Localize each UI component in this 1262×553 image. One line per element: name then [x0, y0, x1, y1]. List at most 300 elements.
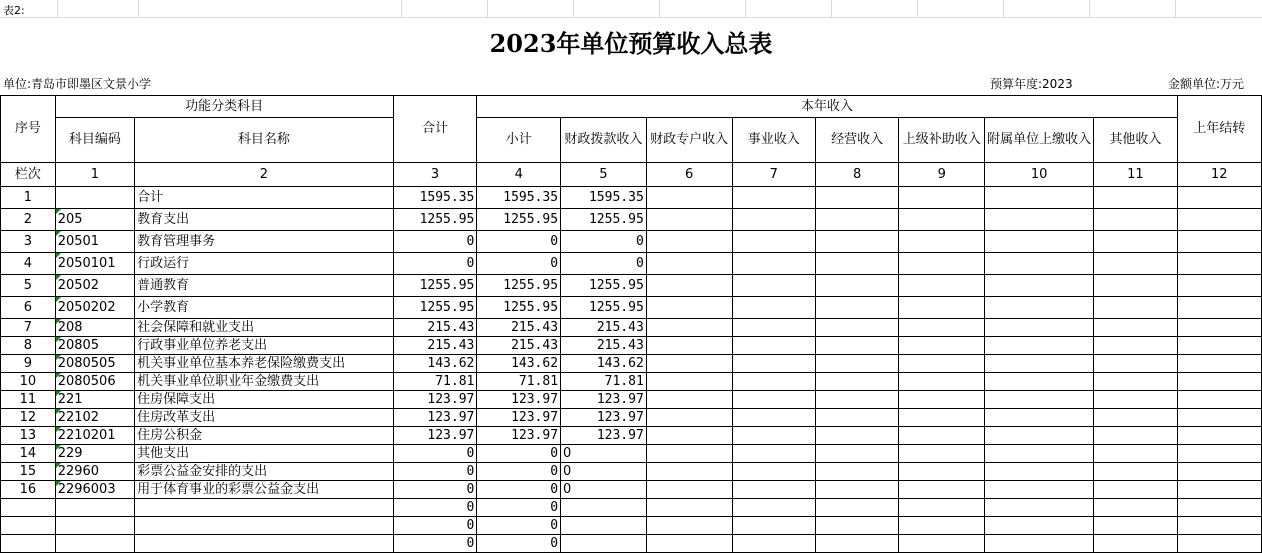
cell-fiscal-special[interactable] [646, 517, 732, 535]
cell-other[interactable] [1094, 517, 1177, 535]
cell-affiliated[interactable] [985, 373, 1094, 391]
cell-superior[interactable] [899, 253, 985, 275]
header-fiscal-special: 财政专户收入 [646, 118, 732, 163]
cell-carryover[interactable] [1177, 187, 1261, 209]
cell-carryover[interactable] [1177, 319, 1261, 337]
cell-carryover[interactable] [1177, 517, 1261, 535]
cell-operating[interactable] [815, 209, 898, 231]
cell-other[interactable] [1094, 355, 1177, 373]
header-carryover: 上年结转 [1177, 96, 1261, 163]
cell-name[interactable]: 小学教育 [135, 297, 394, 319]
cell-fiscal-special[interactable] [646, 463, 732, 481]
cell-code[interactable] [55, 499, 134, 517]
header-business: 事业收入 [732, 118, 815, 163]
cell-affiliated[interactable] [985, 231, 1094, 253]
cell-superior[interactable] [899, 499, 985, 517]
cell-code[interactable] [55, 231, 134, 253]
header-name: 科目名称 [135, 118, 394, 163]
cell-fiscal[interactable]: 1255.95 [561, 297, 647, 319]
cell-name[interactable]: 彩票公益金安排的支出 [135, 463, 394, 481]
cell-fiscal-special[interactable] [646, 427, 732, 445]
cell-operating[interactable] [815, 275, 898, 297]
cell-carryover[interactable] [1177, 337, 1261, 355]
cell-carryover[interactable] [1177, 409, 1261, 427]
cell-code-text: 20501 [57, 233, 100, 249]
cell-other[interactable] [1094, 231, 1177, 253]
cell-business[interactable] [732, 445, 815, 463]
cell-operating[interactable] [815, 391, 898, 409]
cell-business[interactable] [732, 319, 815, 337]
cell-code-text: 22960 [57, 463, 100, 479]
cell-affiliated[interactable] [985, 409, 1094, 427]
cell-other[interactable] [1094, 499, 1177, 517]
cell-total[interactable]: 143.62 [393, 355, 477, 373]
cell-code-text: 2080505 [57, 355, 116, 371]
cell-superior[interactable] [899, 187, 985, 209]
cell-code[interactable] [55, 337, 134, 355]
cell-other[interactable] [1094, 319, 1177, 337]
cell-code[interactable] [55, 319, 134, 337]
cell-other[interactable] [1094, 337, 1177, 355]
cell-name[interactable]: 教育支出 [135, 209, 394, 231]
cell-affiliated[interactable] [985, 253, 1094, 275]
cell-superior[interactable] [899, 481, 985, 499]
cell-business[interactable] [732, 391, 815, 409]
cell-fiscal[interactable]: 215.43 [561, 337, 647, 355]
cell-seq[interactable]: 6 [1, 297, 56, 319]
cell-fiscal[interactable]: 123.97 [561, 391, 647, 409]
cell-code-text: 20805 [57, 337, 100, 353]
cell-superior[interactable] [899, 535, 985, 553]
cell-seq[interactable] [1, 499, 56, 517]
cell-affiliated[interactable] [985, 209, 1094, 231]
cell-fiscal-special[interactable] [646, 337, 732, 355]
cell-operating[interactable] [815, 355, 898, 373]
grid-line [401, 0, 402, 17]
grid-line [573, 0, 574, 17]
cell-name[interactable]: 合计 [135, 187, 394, 209]
cell-code-text: 2296003 [57, 481, 116, 497]
cell-superior[interactable] [899, 391, 985, 409]
cell-business[interactable] [732, 463, 815, 481]
cell-seq[interactable]: 9 [1, 355, 56, 373]
cell-operating[interactable] [815, 319, 898, 337]
cell-total[interactable]: 0 [393, 535, 477, 553]
cell-subtotal[interactable]: 1255.95 [477, 275, 561, 297]
cell-subtotal[interactable]: 1595.35 [477, 187, 561, 209]
cell-business[interactable] [732, 517, 815, 535]
text-number-indicator-icon [56, 209, 61, 214]
grid-line [831, 0, 832, 17]
cell-superior[interactable] [899, 517, 985, 535]
cell-subtotal[interactable]: 0 [477, 499, 561, 517]
cell-fiscal[interactable]: 123.97 [561, 409, 647, 427]
table-body [1, 187, 1262, 553]
column-number: 栏次 [1, 163, 56, 187]
cell-code[interactable] [55, 253, 134, 275]
cell-fiscal[interactable]: 1255.95 [561, 209, 647, 231]
grid-line [917, 0, 918, 17]
cell-code[interactable] [55, 445, 134, 463]
column-number-row [1, 163, 1262, 187]
cell-code[interactable] [55, 517, 134, 535]
cell-name[interactable]: 住房公积金 [135, 427, 394, 445]
cell-fiscal[interactable]: 143.62 [561, 355, 647, 373]
cell-total[interactable]: 1255.95 [393, 297, 477, 319]
cell-seq[interactable]: 11 [1, 391, 56, 409]
cell-operating[interactable] [815, 253, 898, 275]
cell-carryover[interactable] [1177, 209, 1261, 231]
cell-name[interactable]: 行政事业单位养老支出 [135, 337, 394, 355]
cell-other[interactable] [1094, 275, 1177, 297]
cell-operating[interactable] [815, 481, 898, 499]
cell-carryover[interactable] [1177, 373, 1261, 391]
cell-affiliated[interactable] [985, 297, 1094, 319]
cell-seq[interactable]: 8 [1, 337, 56, 355]
cell-subtotal[interactable]: 123.97 [477, 427, 561, 445]
cell-name[interactable]: 行政运行 [135, 253, 394, 275]
text-number-indicator-icon [56, 445, 61, 450]
cell-operating[interactable] [815, 535, 898, 553]
cell-code[interactable] [55, 297, 134, 319]
cell-business[interactable] [732, 355, 815, 373]
cell-code[interactable] [55, 373, 134, 391]
cell-business[interactable] [732, 253, 815, 275]
cell-business[interactable] [732, 499, 815, 517]
cell-total[interactable]: 1595.35 [393, 187, 477, 209]
text-number-indicator-icon [56, 409, 61, 414]
cell-superior[interactable] [899, 409, 985, 427]
cell-business[interactable] [732, 297, 815, 319]
header-fiscal: 财政拨款收入 [561, 118, 647, 163]
cell-subtotal[interactable]: 0 [477, 231, 561, 253]
table-row [1, 337, 1262, 355]
cell-code[interactable] [55, 275, 134, 297]
cell-seq[interactable]: 12 [1, 409, 56, 427]
cell-seq[interactable]: 14 [1, 445, 56, 463]
cell-code-text: 2050202 [57, 299, 116, 315]
cell-superior[interactable] [899, 355, 985, 373]
table-row [1, 463, 1262, 481]
header-affiliated: 附属单位上缴收入 [985, 118, 1094, 163]
cell-fiscal-special[interactable] [646, 187, 732, 209]
cell-seq[interactable]: 4 [1, 253, 56, 275]
cell-fiscal[interactable]: 0 [561, 231, 647, 253]
cell-seq[interactable]: 16 [1, 481, 56, 499]
cell-other[interactable] [1094, 209, 1177, 231]
cell-fiscal[interactable] [561, 499, 647, 517]
cell-name[interactable]: 机关事业单位职业年金缴费支出 [135, 373, 394, 391]
cell-affiliated[interactable] [985, 275, 1094, 297]
cell-name[interactable] [135, 535, 394, 553]
cell-code[interactable] [55, 427, 134, 445]
cell-subtotal[interactable]: 215.43 [477, 319, 561, 337]
cell-name[interactable]: 用于体育事业的彩票公益金支出 [135, 481, 394, 499]
cell-code-text: 2210201 [57, 427, 116, 443]
cell-name[interactable]: 住房改革支出 [135, 409, 394, 427]
cell-fiscal[interactable]: 0 [561, 463, 647, 481]
grid-line [138, 0, 139, 17]
column-number: 9 [899, 163, 985, 187]
cell-business[interactable] [732, 535, 815, 553]
cell-other[interactable] [1094, 481, 1177, 499]
cell-fiscal-special[interactable] [646, 391, 732, 409]
cell-business[interactable] [732, 231, 815, 253]
cell-carryover[interactable] [1177, 391, 1261, 409]
cell-fiscal-special[interactable] [646, 409, 732, 427]
cell-carryover[interactable] [1177, 275, 1261, 297]
cell-superior[interactable] [899, 275, 985, 297]
header-subtotal: 小计 [477, 118, 561, 163]
header-other: 其他收入 [1094, 118, 1177, 163]
cell-seq[interactable]: 15 [1, 463, 56, 481]
cell-carryover[interactable] [1177, 355, 1261, 373]
cell-code-text: 2050101 [57, 255, 116, 271]
cell-seq[interactable]: 10 [1, 373, 56, 391]
cell-subtotal[interactable]: 71.81 [477, 373, 561, 391]
cell-carryover[interactable] [1177, 463, 1261, 481]
cell-fiscal[interactable]: 1595.35 [561, 187, 647, 209]
cell-operating[interactable] [815, 499, 898, 517]
cell-total[interactable]: 0 [393, 517, 477, 535]
cell-subtotal[interactable]: 0 [477, 445, 561, 463]
cell-operating[interactable] [815, 445, 898, 463]
cell-carryover[interactable] [1177, 253, 1261, 275]
budget-year-label: 预算年度:2023 [990, 77, 1073, 91]
cell-other[interactable] [1094, 463, 1177, 481]
cell-business[interactable] [732, 373, 815, 391]
cell-business[interactable] [732, 427, 815, 445]
cell-subtotal[interactable]: 123.97 [477, 391, 561, 409]
header-code: 科目编码 [55, 118, 134, 163]
cell-code[interactable] [55, 209, 134, 231]
cell-subtotal[interactable]: 1255.95 [477, 297, 561, 319]
header-current-income: 本年收入 [477, 96, 1177, 118]
cell-fiscal[interactable] [561, 517, 647, 535]
cell-code-text: 205 [57, 211, 83, 227]
cell-total[interactable]: 1255.95 [393, 209, 477, 231]
cell-fiscal-special[interactable] [646, 445, 732, 463]
cell-code[interactable] [55, 355, 134, 373]
cell-superior[interactable] [899, 373, 985, 391]
cell-business[interactable] [732, 275, 815, 297]
cell-subtotal[interactable]: 0 [477, 481, 561, 499]
header-total: 合计 [393, 96, 477, 163]
column-number: 3 [393, 163, 477, 187]
cell-code[interactable] [55, 187, 134, 209]
cell-affiliated[interactable] [985, 517, 1094, 535]
cell-seq[interactable]: 1 [1, 187, 56, 209]
cell-fiscal[interactable]: 123.97 [561, 427, 647, 445]
cell-operating[interactable] [815, 427, 898, 445]
cell-fiscal-special[interactable] [646, 481, 732, 499]
cell-affiliated[interactable] [985, 355, 1094, 373]
cell-seq[interactable]: 2 [1, 209, 56, 231]
cell-fiscal-special[interactable] [646, 355, 732, 373]
cell-total[interactable]: 123.97 [393, 427, 477, 445]
cell-name[interactable]: 其他支出 [135, 445, 394, 463]
cell-code[interactable] [55, 409, 134, 427]
cell-code[interactable] [55, 535, 134, 553]
table-row [1, 209, 1262, 231]
cell-fiscal-special[interactable] [646, 319, 732, 337]
cell-seq[interactable] [1, 535, 56, 553]
cell-carryover[interactable] [1177, 445, 1261, 463]
cell-fiscal[interactable]: 0 [561, 445, 647, 463]
cell-carryover[interactable] [1177, 427, 1261, 445]
cell-other[interactable] [1094, 297, 1177, 319]
cell-fiscal-special[interactable] [646, 231, 732, 253]
cell-superior[interactable] [899, 231, 985, 253]
cell-total[interactable]: 0 [393, 481, 477, 499]
cell-affiliated[interactable] [985, 481, 1094, 499]
text-number-indicator-icon [56, 463, 61, 468]
cell-other[interactable] [1094, 427, 1177, 445]
cell-subtotal[interactable]: 0 [477, 535, 561, 553]
table-row [1, 481, 1262, 499]
cell-superior[interactable] [899, 297, 985, 319]
cell-name[interactable]: 社会保障和就业支出 [135, 319, 394, 337]
table-title: 2023年单位预算收入总表 [489, 29, 773, 58]
cell-total[interactable]: 123.97 [393, 391, 477, 409]
cell-total[interactable]: 0 [393, 445, 477, 463]
cell-total[interactable]: 0 [393, 499, 477, 517]
cell-other[interactable] [1094, 187, 1177, 209]
cell-operating[interactable] [815, 373, 898, 391]
column-number: 12 [1177, 163, 1261, 187]
header-func-class: 功能分类科目 [55, 96, 393, 118]
cell-other[interactable] [1094, 373, 1177, 391]
text-number-indicator-icon [56, 231, 61, 236]
cell-operating[interactable] [815, 517, 898, 535]
cell-business[interactable] [732, 481, 815, 499]
cell-fiscal-special[interactable] [646, 499, 732, 517]
cell-affiliated[interactable] [985, 463, 1094, 481]
cell-carryover[interactable] [1177, 535, 1261, 553]
cell-business[interactable] [732, 409, 815, 427]
cell-superior[interactable] [899, 319, 985, 337]
cell-fiscal-special[interactable] [646, 297, 732, 319]
cell-code-text: 22102 [57, 409, 100, 425]
cell-operating[interactable] [815, 337, 898, 355]
cell-other[interactable] [1094, 253, 1177, 275]
cell-code[interactable] [55, 463, 134, 481]
cell-superior[interactable] [899, 463, 985, 481]
cell-carryover[interactable] [1177, 231, 1261, 253]
cell-seq[interactable]: 5 [1, 275, 56, 297]
cell-subtotal[interactable]: 215.43 [477, 337, 561, 355]
cell-total[interactable]: 0 [393, 463, 477, 481]
cell-fiscal[interactable]: 0 [561, 253, 647, 275]
cell-other[interactable] [1094, 535, 1177, 553]
cell-operating[interactable] [815, 463, 898, 481]
cell-total[interactable]: 0 [393, 253, 477, 275]
cell-fiscal[interactable] [561, 535, 647, 553]
text-number-indicator-icon [56, 373, 61, 378]
table-row [1, 253, 1262, 275]
cell-total[interactable]: 0 [393, 231, 477, 253]
cell-code[interactable] [55, 481, 134, 499]
cell-affiliated[interactable] [985, 499, 1094, 517]
cell-superior[interactable] [899, 445, 985, 463]
cell-other[interactable] [1094, 445, 1177, 463]
cell-name[interactable]: 机关事业单位基本养老保险缴费支出 [135, 355, 394, 373]
cell-subtotal[interactable]: 123.97 [477, 409, 561, 427]
cell-business[interactable] [732, 337, 815, 355]
cell-code[interactable] [55, 391, 134, 409]
cell-subtotal[interactable]: 1255.95 [477, 209, 561, 231]
grid-line [57, 0, 58, 17]
cell-subtotal[interactable]: 143.62 [477, 355, 561, 373]
cell-total[interactable]: 123.97 [393, 409, 477, 427]
unit-label: 单位:青岛市即墨区文景小学 [3, 77, 152, 91]
cell-superior[interactable] [899, 337, 985, 355]
cell-affiliated[interactable] [985, 535, 1094, 553]
cell-superior[interactable] [899, 427, 985, 445]
column-number: 10 [985, 163, 1094, 187]
cell-seq[interactable]: 7 [1, 319, 56, 337]
cell-affiliated[interactable] [985, 337, 1094, 355]
cell-name[interactable]: 普通教育 [135, 275, 394, 297]
cell-affiliated[interactable] [985, 319, 1094, 337]
text-number-indicator-icon [56, 319, 61, 324]
cell-name[interactable] [135, 499, 394, 517]
cell-affiliated[interactable] [985, 427, 1094, 445]
cell-fiscal-special[interactable] [646, 275, 732, 297]
cell-name[interactable] [135, 517, 394, 535]
cell-carryover[interactable] [1177, 297, 1261, 319]
cell-fiscal-special[interactable] [646, 209, 732, 231]
cell-fiscal-special[interactable] [646, 373, 732, 391]
cell-operating[interactable] [815, 297, 898, 319]
cell-other[interactable] [1094, 409, 1177, 427]
cell-name[interactable]: 住房保障支出 [135, 391, 394, 409]
cell-fiscal-special[interactable] [646, 253, 732, 275]
cell-fiscal[interactable]: 71.81 [561, 373, 647, 391]
cell-total[interactable]: 1255.95 [393, 275, 477, 297]
cell-carryover[interactable] [1177, 499, 1261, 517]
cell-subtotal[interactable]: 0 [477, 517, 561, 535]
cell-other[interactable] [1094, 391, 1177, 409]
cell-total[interactable]: 215.43 [393, 337, 477, 355]
cell-name[interactable]: 教育管理事务 [135, 231, 394, 253]
table-row [1, 535, 1262, 553]
cell-operating[interactable] [815, 409, 898, 427]
cell-total[interactable]: 215.43 [393, 319, 477, 337]
cell-operating[interactable] [815, 187, 898, 209]
column-number: 2 [135, 163, 394, 187]
cell-affiliated[interactable] [985, 391, 1094, 409]
cell-seq[interactable]: 3 [1, 231, 56, 253]
cell-total[interactable]: 71.81 [393, 373, 477, 391]
cell-seq[interactable] [1, 517, 56, 535]
grid-line [745, 0, 746, 17]
cell-operating[interactable] [815, 231, 898, 253]
cell-carryover[interactable] [1177, 481, 1261, 499]
cell-affiliated[interactable] [985, 445, 1094, 463]
cell-superior[interactable] [899, 209, 985, 231]
cell-business[interactable] [732, 209, 815, 231]
cell-subtotal[interactable]: 0 [477, 253, 561, 275]
cell-business[interactable] [732, 187, 815, 209]
cell-fiscal[interactable]: 0 [561, 481, 647, 499]
cell-fiscal-special[interactable] [646, 535, 732, 553]
cell-fiscal[interactable]: 215.43 [561, 319, 647, 337]
cell-fiscal[interactable]: 1255.95 [561, 275, 647, 297]
cell-affiliated[interactable] [985, 187, 1094, 209]
cell-seq[interactable]: 13 [1, 427, 56, 445]
cell-subtotal[interactable]: 0 [477, 463, 561, 481]
